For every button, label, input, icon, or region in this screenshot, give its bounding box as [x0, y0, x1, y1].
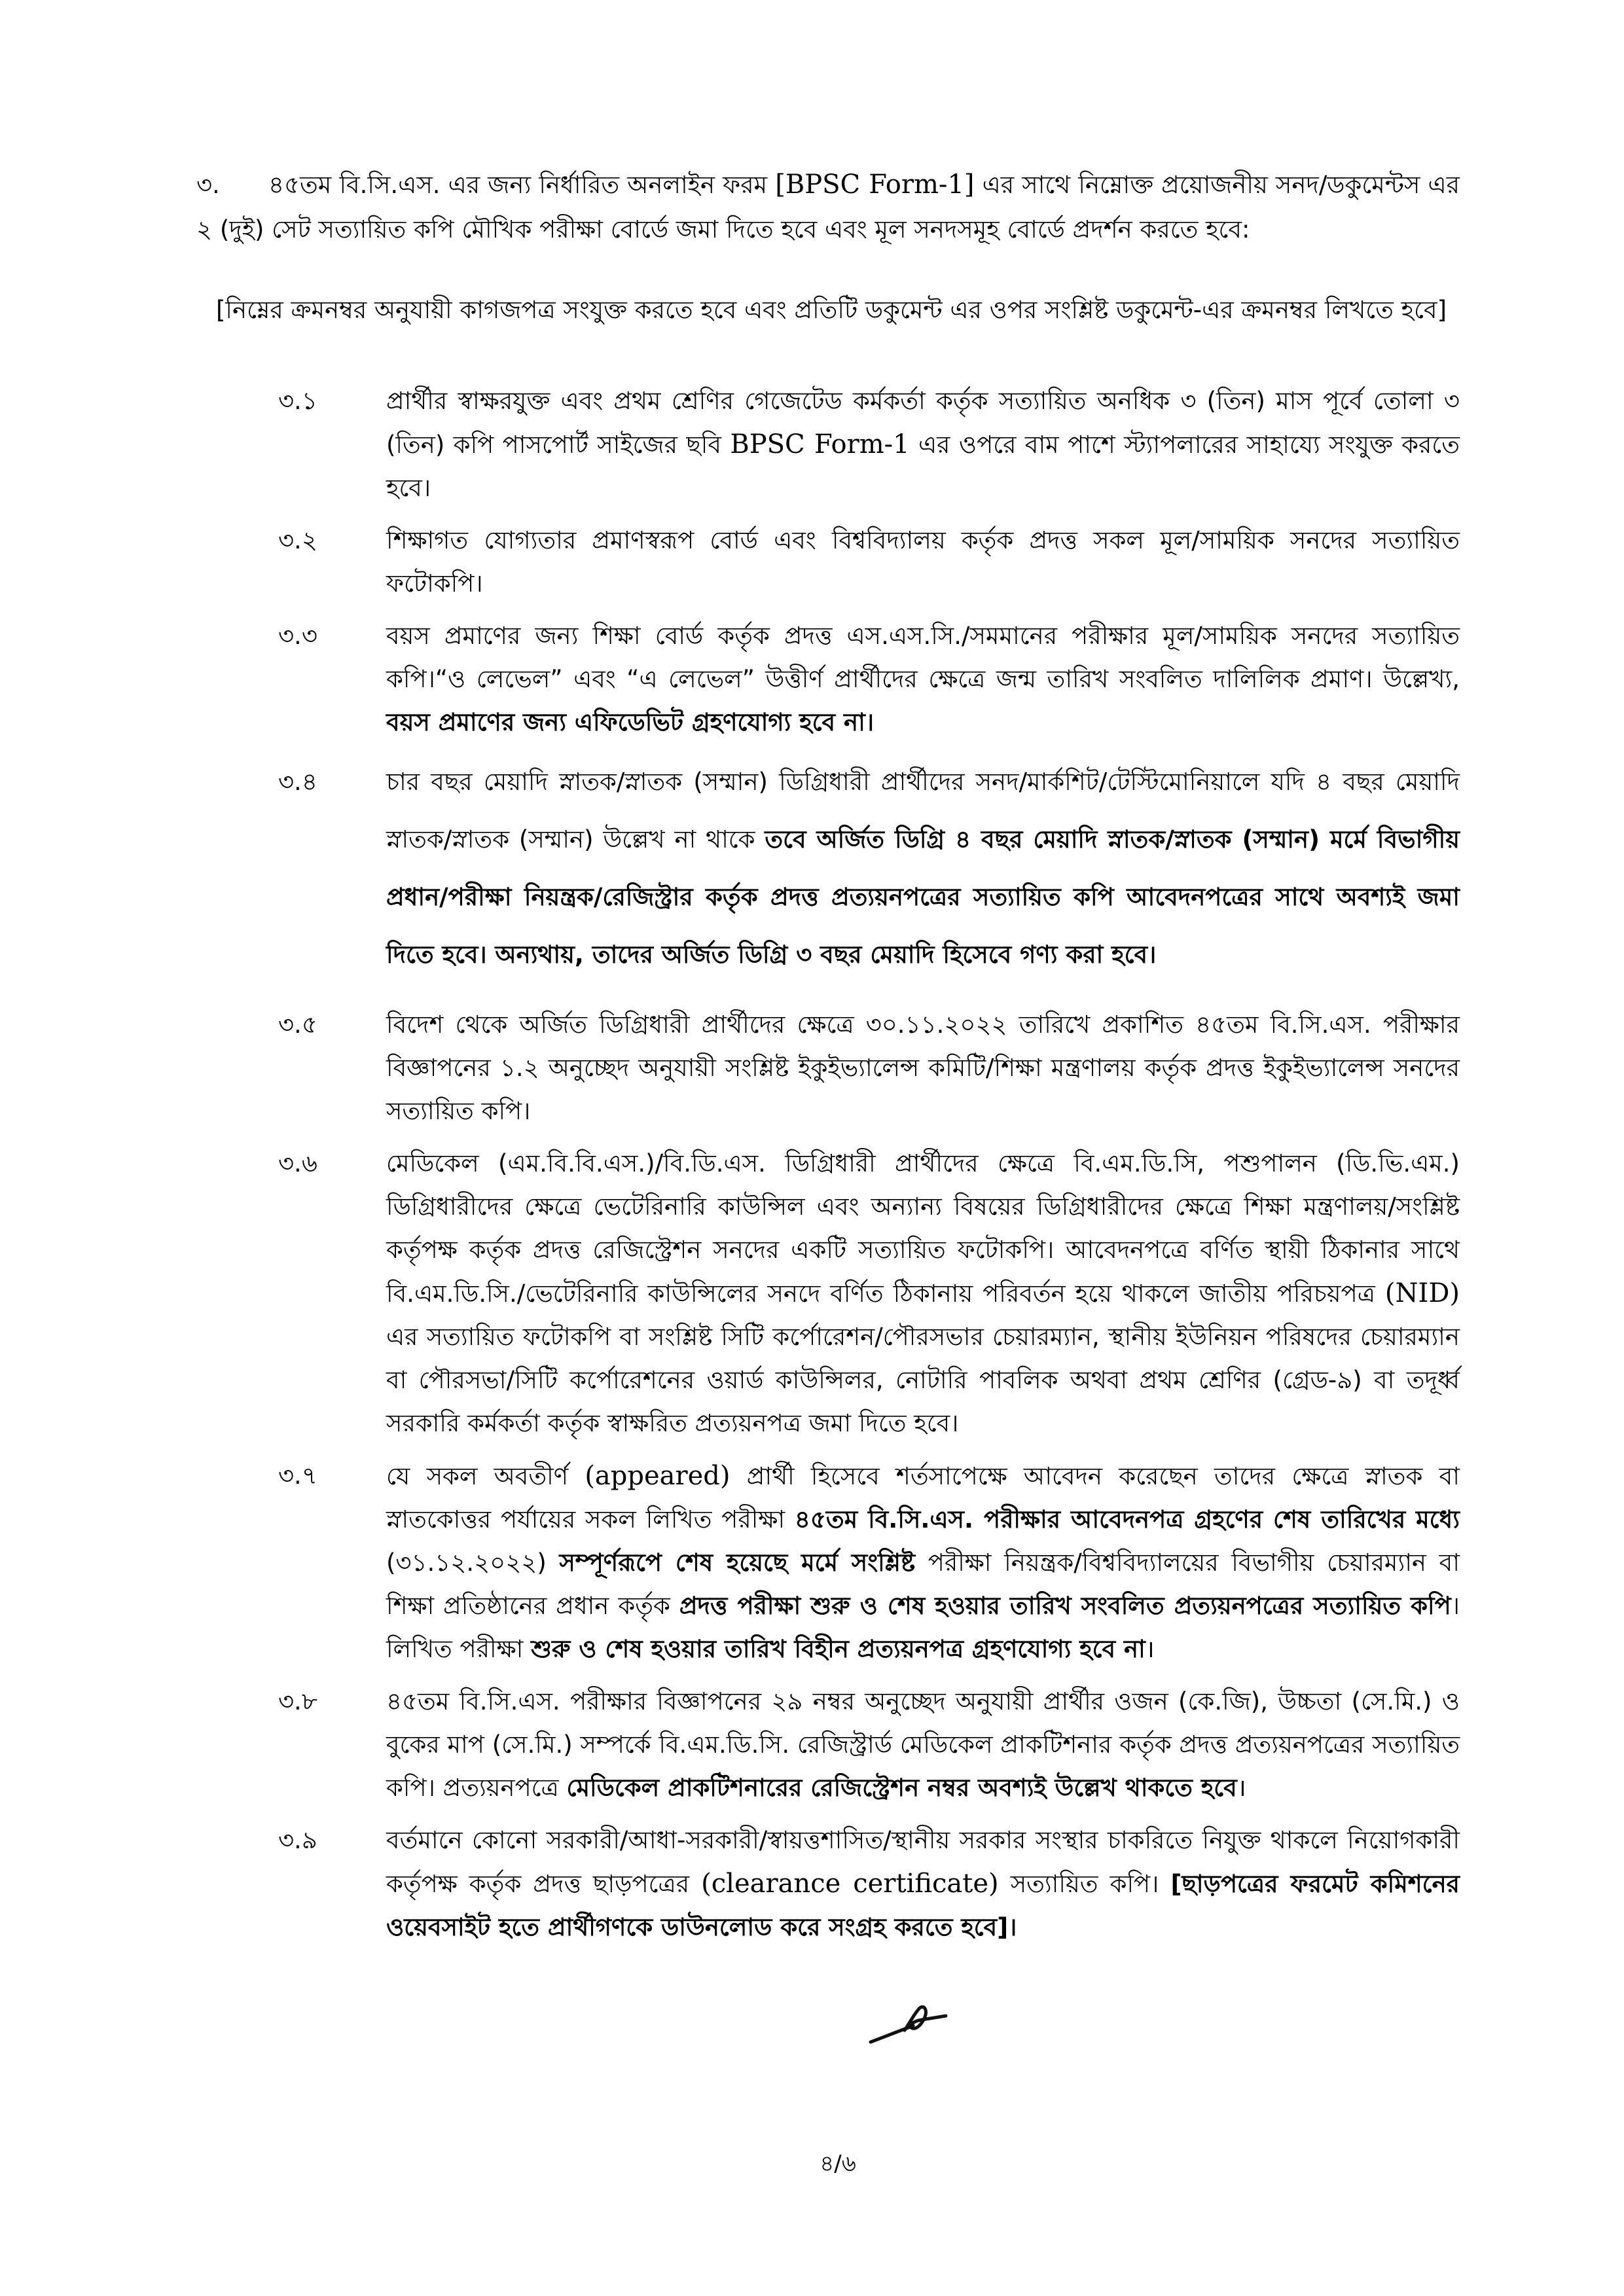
item-text: শিক্ষাগত যোগ্যতার প্রমাণস্বরূপ বোর্ড এবং বিশ্ববিদ্যালয় কর্তৃক প্রদত্ত সকল মূল/সাময়িক সনদের সত্যায়িত ফটোকপি। [386, 526, 1460, 598]
item-text: বিদেশ থেকে অর্জিত ডিগ্রিধারী প্রার্থীদের ক্ষেত্রে ৩০.১১.২০২২ তারিখে প্রকাশিত ৪৫তম বি.সি.এস. পরীক্ষার বিজ্ঞাপনের ১.২ অনুচ্ছেদ অনুযায়ী সংশ্লিষ্ট ইকুইভ্যালেন্স কমিটি/শিক্ষা মন্ত্রণালয় কর্তৃক প্রদত্ত ইকুইভ্যালেন্স সনদের সত্যায়িত কপি। [386, 1011, 1460, 1125]
item-number: ৩.২ [278, 526, 317, 554]
list-item-3-3 [196, 615, 1460, 744]
item-text-bold: তবে অর্জিত ডিগ্রি ৪ বছর মেয়াদি স্নাতক/স্নাতক (সম্মান) মর্মে বিভাগীয় প্রধান/পরীক্ষা নিয়ন্ত্রক/রেজিস্ট্রার কর্তৃক প্রদত্ত প্রত্যয়নপত্রের সত্যায়িত কপি আবেদনপত্রের সাথে অবশ্যই জমা দিতে হবে। অন্যথায়, তাদের অর্জিত ডিগ্রি ৩ বছর মেয়াদি হিসেবে গণ্য করা হবে। [386, 825, 1460, 969]
list-item-3-4 [196, 753, 1460, 984]
signature-icon [864, 1996, 975, 2055]
item-text: ৪৫তম বি.সি.এস. পরীক্ষার বিজ্ঞাপনের ২৯ নম্বর অনুচ্ছেদ অনুযায়ী প্রার্থীর ওজন (কে.জি), উচ্চতা (সে.মি.) ও বুকের মাপ (সে.মি.) সম্পর্কে বি.এম.ডি.সি. রেজিস্ট্রার্ড মেডিকেল প্রাকটিশনার কর্তৃক প্রদত্ত প্রত্যয়নপত্রের সত্যায়িত কপি। প্রত্যয়নপত্রে [386, 1687, 1460, 1802]
item-text-latin: (appeared) [585, 1461, 731, 1491]
item-text: প্রার্থীর স্বাক্ষরযুক্ত এবং প্রথম শ্রেণির গেজেটেড কর্মকর্তা কর্তৃক সত্যায়িত অনধিক ৩ (তিন) মাস পূর্বে তোলা ৩ (তিন) কপি পাসপোর্ট সাইজের ছবি [386, 387, 1460, 459]
item-text: । [1145, 1635, 1155, 1663]
list-item-3-6 [196, 1142, 1460, 1445]
list-item-3-5 [196, 1003, 1460, 1133]
item-text: চার বছর মেয়াদি স্নাতক/স্নাতক (সম্মান) ডিগ্রিধারী প্রার্থীদের সনদ/মার্কশিট/টেস্টিমোনিয়ালে যদি ৪ বছর মেয়াদি স্নাতক/স্নাতক (সম্মান) উল্লেখ না থাকে [386, 768, 1460, 853]
item-text: মেডিকেল (এম.বি.বি.এস.)/বি.ডি.এস. ডিগ্রিধারী প্রার্থীদের ক্ষেত্রে বি.এম.ডি.সি, পশুপালন (ডি.ভি.এম.) ডিগ্রিধারীদের ক্ষেত্রে ভেটেরিনারি কাউন্সিল এবং অন্যান্য বিষয়ের ডিগ্রিধারীদের ক্ষেত্রে শিক্ষা মন্ত্রণালয়/সংশ্লিষ্ট কর্তৃপক্ষ কর্তৃক প্রদত্ত রেজিস্ট্রেশন সনদের একটি সত্যায়িত ফটোকপি। আবেদনপত্রে বর্ণিত স্থায়ী ঠিকানার সাথে বি.এম.ডি.সি./ভেটেরিনারি কাউন্সিলের সনদে বর্ণিত ঠিকানায় পরিবর্তন হয়ে থাকলে জাতীয় পরিচয়পত্র [386, 1149, 1460, 1308]
item-number: ৩.৪ [278, 768, 317, 796]
list-item-3-7 [196, 1454, 1460, 1671]
ordering-note: [নিম্নের ক্রমনম্বর অনুযায়ী কাগজপত্র সংযুক্ত করতে হবে এবং প্রতিটি ডকুমেন্ট এর ওপর সংশ্লিষ্ট ডকুমেন্ট-এর ক্রমনম্বর লিখতে হবে] [216, 296, 1447, 324]
item-text: । [1236, 1774, 1246, 1802]
item-text-latin: (NID) [1384, 1278, 1460, 1308]
item-text-bold: মেডিকেল প্রাকটিশনারের রেজিস্ট্রেশন নম্বর অবশ্যই উল্লেখ থাকতে হবে [566, 1774, 1237, 1802]
list-item-3-1 [196, 380, 1460, 510]
item-number: ৩.৩ [278, 622, 317, 650]
item-text: বয়স প্রমাণের জন্য শিক্ষা বোর্ড কর্তৃক প্রদত্ত এস.এস.সি./সমমানের পরীক্ষার মূল/সাময়িক সনদের সত্যায়িত কপি।“ও লেভেল” এবং “এ লেভেল” উত্তীর্ণ প্রার্থীদের ক্ষেত্রে জন্ম তারিখ সংবলিত দালিলিক প্রমাণ। উল্লেখ্য, [386, 622, 1460, 693]
item-text: (৩১.১২.২০২২) [386, 1549, 560, 1577]
item-number: ৩.৫ [278, 1011, 317, 1039]
item-text-bold: সম্পূর্ণরূপে শেষ হয়েছে মর্মে সংশ্লিষ্ট [559, 1549, 916, 1577]
item-number: ৩.১ [278, 387, 317, 415]
item-number: ৩.৭ [278, 1462, 317, 1490]
item-text-bold: ৪৫তম বি.সি.এস. পরীক্ষার আবেদনপত্র গ্রহণের শেষ তারিখের মধ্যে [794, 1505, 1460, 1534]
item-text-latin: BPSC Form-1 [730, 429, 910, 459]
section-3-intro [196, 162, 1460, 252]
item-text: এর ওপরে বাম পাশে স্ট্যাপলারের সাহায্যে সংযুক্ত করতে হবে। [386, 431, 1460, 502]
intro-segment-form: [BPSC Form-1] [775, 170, 975, 200]
section-number: ৩. [196, 171, 220, 199]
item-text-bold: প্রদত্ত পরীক্ষা শুরু ও শেষ হওয়ার তারিখ সংবলিত প্রত্যয়নপত্রের সত্যায়িত কপি [679, 1592, 1451, 1620]
document-list [196, 380, 1460, 1958]
item-text: বর্তমানে কোনো সরকারী/আধা-সরকারী/স্বায়ত্তশাসিত/স্থানীয় সরকার সংস্থার চাকরিতে নিযুক্ত থাকলে নিয়োগকারী কর্তৃপক্ষ কর্তৃক প্রদত্ত ছাড়পত্রের [386, 1826, 1460, 1898]
list-item-3-8 [196, 1680, 1460, 1810]
item-text-latin: (clearance certificate) [701, 1869, 999, 1899]
item-text-bold: [ছাড়পত্রের ফরমেট কমিশনের ওয়েবসাইট হতে প্রার্থীগণকে ডাউনলোড করে সংগ্রহ করতে হবে]। [386, 1870, 1460, 1941]
item-number: ৩.৬ [278, 1149, 317, 1177]
item-text: প্রার্থী হিসেবে শর্তসাপেক্ষে আবেদন করেছেন তাদের ক্ষেত্রে স্নাতক বা স্নাতকোত্তর পর্যায়ের সকল লিখিত পরীক্ষা [386, 1462, 1460, 1534]
item-number: ৩.৮ [278, 1687, 317, 1715]
intro-segment: ৪৫তম বি.সি.এস. এর জন্য নির্ধারিত অনলাইন ফরম [268, 171, 776, 199]
item-text: যে সকল অবতীর্ণ [386, 1462, 585, 1490]
item-text-bold: শুরু ও শেষ হওয়ার তারিখ বিহীন প্রত্যয়নপত্র গ্রহণযোগ্য হবে না [531, 1635, 1146, 1663]
item-text: সত্যায়িত কপি। [998, 1870, 1171, 1898]
list-item-3-2 [196, 519, 1460, 605]
item-text: পরীক্ষা নিয়ন্ত্রক/বিশ্ববিদ্যালয়ের বিভাগীয় চেয়ারম্যান বা শিক্ষা প্রতিষ্ঠানের প্রধান কর্তৃক [386, 1549, 1460, 1620]
page-number: ৪/৬ [820, 2151, 856, 2177]
item-text: এর সত্যায়িত ফটোকপি বা সংশ্লিষ্ট সিটি কর্পোরেশন/পৌরসভার চেয়ারম্যান, স্থানীয় ইউনিয়ন পরিষদের চেয়ারম্যান বা পৌরসভা/সিটি কর্পোরেশনের ওয়ার্ড কাউন্সিলর, নোটারি পাবলিক অথবা প্রথম শ্রেণির (গ্রেড-৯) বা তদূর্ধ্ব সরকারি কর্মকর্তা কর্তৃক স্বাক্ষরিত প্রত্যয়নপত্র জমা দিতে হবে। [386, 1323, 1460, 1437]
item-number: ৩.৯ [278, 1826, 317, 1854]
item-text-bold: বয়স প্রমাণের জন্য এফিডেভিট গ্রহণযোগ্য হবে না। [386, 708, 875, 736]
intro-segment: এর সাথে নিম্নোক্ত প্রয়োজনীয় সনদ/ডকুমেন্টস এর ২ (দুই) সেট সত্যায়িত কপি মৌখিক পরীক্ষা বোর্ডে জমা দিতে হবে এবং মূল সনদসমূহ বোর্ডে প্রদর্শন করতে হবে: [196, 171, 1460, 243]
list-item-3-9 [196, 1819, 1460, 1949]
item-text: । লিখিত পরীক্ষা [386, 1592, 1460, 1663]
